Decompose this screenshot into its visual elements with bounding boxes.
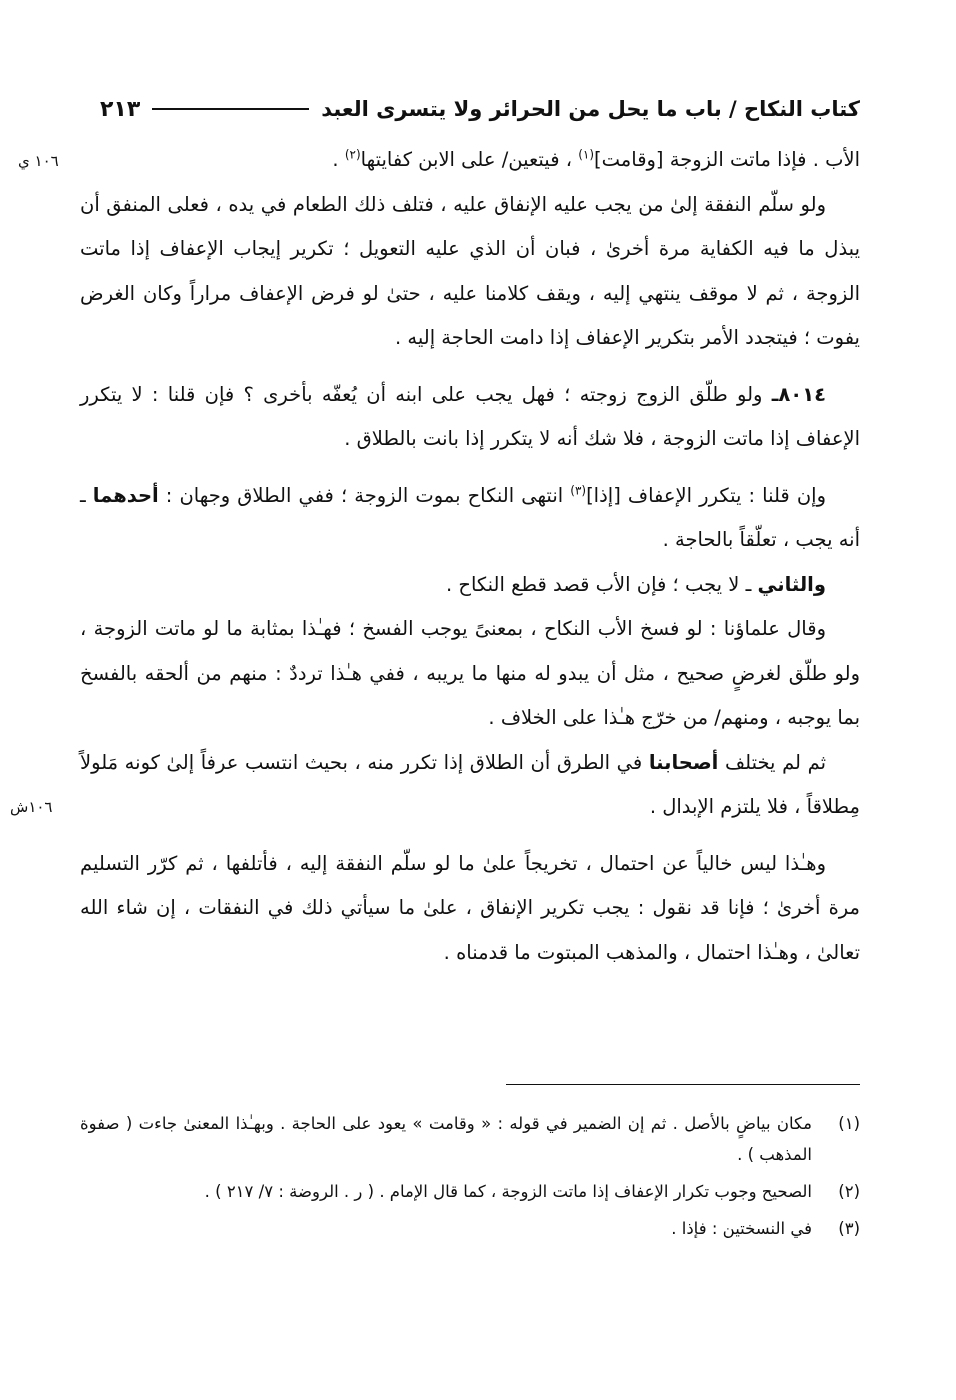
- paragraph-0: [80, 138, 860, 183]
- text-span: انتهى النكاح بموت الزوجة ؛ ففي الطلاق وجهان :: [158, 483, 571, 507]
- footnote-item: [80, 1176, 860, 1207]
- margin-note-2: ١٠٦ش: [10, 798, 53, 816]
- footnote-number: (١): [838, 1114, 860, 1133]
- text-span: ولو طلّق الزوج زوجته ؛ فهل يجب على ابنه أن يُعفّه بأخرى ؟ فإن قلنا : لا يتكرر الإعفاف إذا ماتت الزوجة ، فلا شك أنه لا يتكرر إذا بانت بالطلاق .: [80, 382, 860, 450]
- footnote-item: [80, 1108, 860, 1170]
- footnote-text: الصحيح وجوب تكرار الإعفاف إذا ماتت الزوجة ، كما قال الإمام . ( ر . الروضة : ٧/ ٢١٧ ) .: [204, 1182, 812, 1201]
- text-span: .: [332, 148, 345, 171]
- page-number: ٢١٣: [100, 96, 141, 122]
- text-span: ثم لم يختلف: [718, 750, 826, 774]
- paragraph-1: ولو سلّم النفقة إلىٰ من يجب عليه الإنفاق عليه ، فتلف ذلك الطعام في يده ، فعلى المنفق أن يبذل ما فيه الكفاية مرة أخرىٰ ، فبان أن الذي عليه التعويل ؛ تكرير إيجاب الإعفاف إذا ماتت الزوجة ، ثم لا موقف ينتهي إليه ، ويقف كلامنا عليه ، حتىٰ لو فرض الإعفاف مراراً وكان الغرض يفوت ؛ فيتجدد الأمر بتكرير الإعفاف إذا دامت الحاجة إليه .: [80, 192, 860, 349]
- footnote-ref-3[interactable]: (٣): [570, 483, 587, 497]
- footnote-ref-1[interactable]: (١): [578, 147, 595, 162]
- bold-term: أصحابنا: [648, 750, 719, 774]
- footnotes: [80, 1108, 860, 1250]
- text-span: الأب . فإذا ماتت الزوجة [وقامت]: [594, 148, 860, 171]
- header-title: كتاب النكاح / باب ما يحل من الحرائر ولا يتسرى العبد: [321, 97, 860, 121]
- section-number: ٨٠١٤ـ: [771, 382, 826, 406]
- footnote-ref-2[interactable]: (٢): [344, 147, 361, 162]
- footnote-separator: [506, 1084, 860, 1085]
- running-header: [100, 92, 860, 126]
- footnote-number: (٣): [838, 1219, 860, 1238]
- footnote-text: مكان بياضٍ بالأصل . ثم إن الضمير في قوله : « وقامت » يعود على الحاجة . وبهـٰذا المعنىٰ جاءت ( صفوة المذهب ) .: [80, 1114, 812, 1164]
- header-rule: [152, 108, 309, 110]
- bold-term: أحدهما: [92, 483, 159, 507]
- paragraph-4: [80, 563, 860, 608]
- text-span: في الطرق أن الطلاق إذا تكرر منه ، بحيث انتسب عرفاً إلىٰ كونه مَلولاً مِطلاقاً ، فلا يلتزم الإبدال .: [80, 750, 860, 818]
- footnote-text: في النسختين : فإذا .: [671, 1219, 812, 1238]
- paragraph-6: [80, 741, 860, 830]
- footnote-number: (٢): [838, 1182, 860, 1201]
- paragraph-3: [80, 474, 860, 563]
- paragraph-2: [80, 373, 860, 462]
- text-span: وإن قلنا : يتكرر الإعفاف [إذا]: [586, 483, 826, 507]
- footnote-item: [80, 1213, 860, 1244]
- main-text: [80, 138, 860, 975]
- text-span: ـ لا يجب ؛ فإن الأب قصد قطع النكاح .: [445, 572, 758, 596]
- margin-note-1: ١٠٦ ي: [18, 152, 59, 170]
- bold-term: والثاني: [757, 572, 826, 596]
- paragraph-5: وقال علماؤنا : لو فسخ الأب النكاح ، بمعنىً يوجب الفسخ ؛ فهـٰذا بمثابة ما لو ماتت الزوجة ، ولو طلّق لغرضٍ صحيح ، مثل أن يبدو له منها ما يريبه ، ففي هـٰذا ترددٌ : منهم من ألحقه بالفسخ بما يوجبه ، ومنهم/ من خرّج هـٰذا على الخلاف .: [80, 617, 860, 729]
- text-span: ـ أنه يجب ، تعلّقاً بالحاجة .: [80, 483, 860, 551]
- paragraph-7: وهـٰذا ليس خالياً عن احتمال ، تخريجاً علىٰ ما لو سلّم النفقة إليه ، فأتلفها ، ثم كرّر التسليم مرة أخرىٰ ؛ فإنا قد نقول : يجب تكرير الإنفاق ، علىٰ ما سيأتي ذلك في النفقات ، إن شاء الله تعالىٰ ، وهـٰذا احتمال ، والمذهب المبتوت ما قدمناه .: [80, 851, 860, 964]
- text-span: ، فيتعين/ على الابن كفايتها: [360, 148, 579, 171]
